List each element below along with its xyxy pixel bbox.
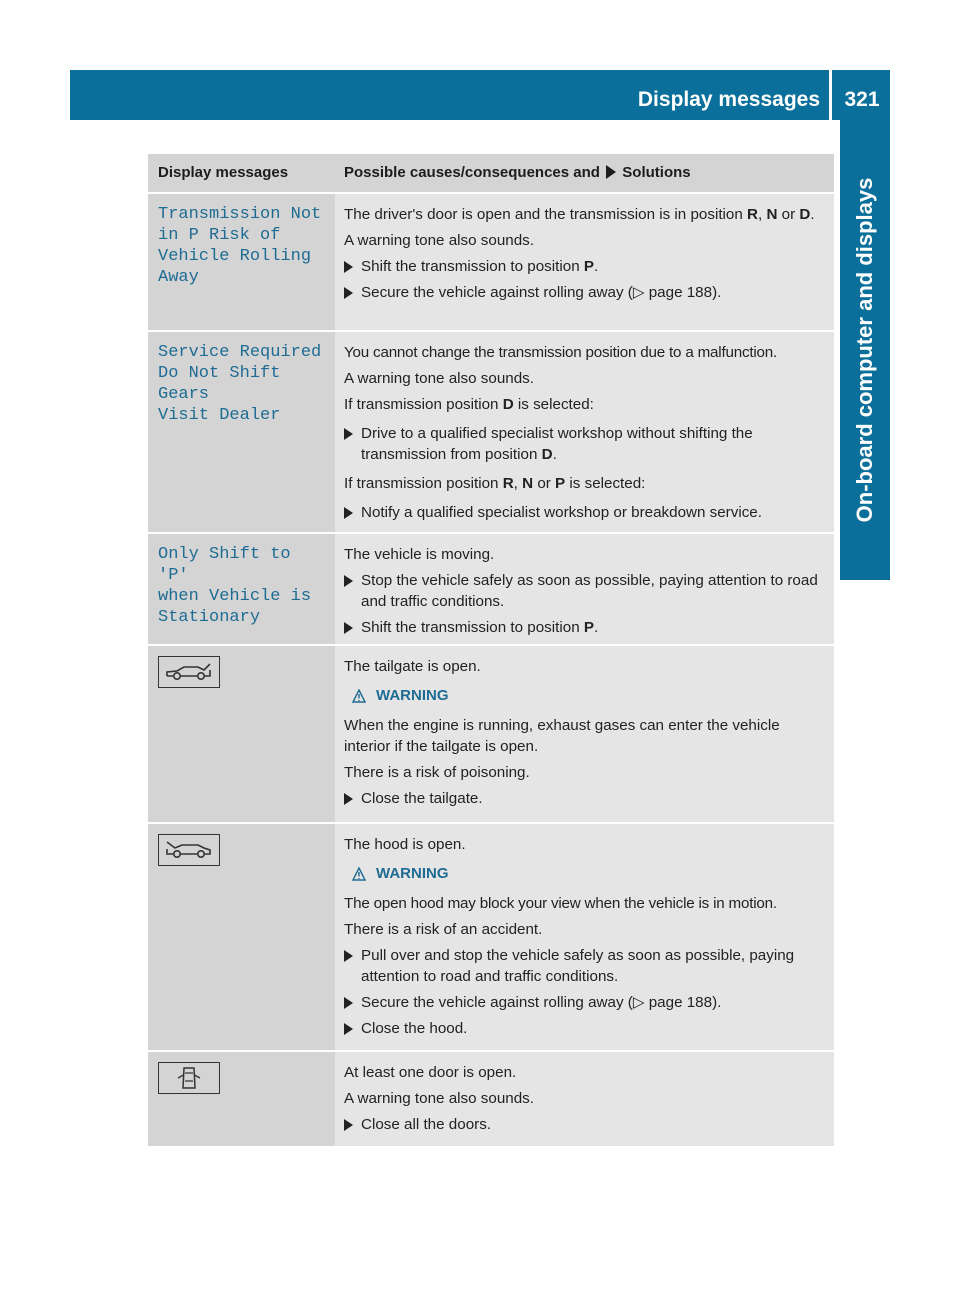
message-cell	[148, 194, 335, 330]
solution-step: Notify a qualified specialist workshop or breakdown service.	[344, 502, 828, 523]
solution-step: Secure the vehicle against rolling away (▷ page 188).	[344, 992, 828, 1013]
table-row	[148, 644, 834, 822]
solution-cell	[335, 534, 834, 644]
cause-text: You cannot change the transmission position due to a malfunction.	[344, 344, 778, 361]
table-header	[148, 154, 834, 192]
cause-text: If transmission position R, N or P is selected:	[344, 475, 646, 492]
message-cell	[148, 646, 335, 822]
solution-step: Close all the doors.	[344, 1114, 828, 1135]
table-row	[148, 192, 834, 330]
cause-text: If transmission position D is selected:	[344, 396, 594, 413]
tailgate-open-icon	[158, 656, 220, 688]
message-cell	[148, 534, 335, 644]
step-arrow-icon	[344, 287, 353, 299]
display-message: Service Required Do Not Shift Gears Visit Dealer	[158, 343, 322, 425]
solution-step: Pull over and stop the vehicle safely as soon as possible, paying attention to road and traffic conditions.	[344, 945, 828, 987]
column-header-solutions	[335, 154, 834, 192]
page-number: 321	[844, 88, 880, 111]
solution-step: Stop the vehicle safely as soon as possible, paying attention to road and traffic conditions.	[344, 570, 828, 612]
solution-step: Shift the transmission to position P.	[344, 256, 828, 277]
display-message: Only Shift to 'P' when Vehicle is Stationary	[158, 545, 312, 627]
warning-triangle-icon	[352, 689, 366, 703]
solution-arrow-icon	[606, 165, 616, 179]
step-arrow-icon	[344, 261, 353, 273]
warning-text: There is a risk of poisoning.	[344, 764, 530, 781]
cause-text: The tailgate is open.	[344, 658, 481, 675]
display-message: Transmission Not in P Risk of Vehicle Rolling Away	[158, 205, 322, 287]
page-title: Display messages	[637, 88, 820, 111]
solution-step: Drive to a qualified specialist workshop without shifting the transmission from position D.	[344, 423, 828, 465]
solution-step: Shift the transmission to position P.	[344, 617, 828, 638]
cause-text: A warning tone also sounds.	[344, 1090, 534, 1107]
step-arrow-icon	[344, 997, 353, 1009]
table-row	[148, 1050, 834, 1146]
warning-text: There is a risk of an accident.	[344, 921, 543, 938]
cause-text: The driver's door is open and the transmission is in position R, N or D.	[344, 206, 815, 223]
cause-text: A warning tone also sounds.	[344, 232, 534, 249]
message-cell	[148, 1052, 335, 1146]
step-arrow-icon	[344, 793, 353, 805]
solution-cell	[335, 332, 834, 532]
message-cell	[148, 332, 335, 532]
cause-text: At least one door is open.	[344, 1064, 517, 1081]
solution-step: Close the hood.	[344, 1018, 828, 1039]
warning-text: The open hood may block your view when the vehicle is in motion.	[344, 895, 777, 912]
step-arrow-icon	[344, 1119, 353, 1131]
solution-step: Secure the vehicle against rolling away (▷ page 188).	[344, 282, 828, 303]
step-arrow-icon	[344, 507, 353, 519]
step-arrow-icon	[344, 950, 353, 962]
step-arrow-icon	[344, 428, 353, 440]
step-arrow-icon	[344, 622, 353, 634]
cause-text: A warning tone also sounds.	[344, 370, 534, 387]
table-row	[148, 532, 834, 644]
step-arrow-icon	[344, 575, 353, 587]
tab-marker	[840, 533, 890, 580]
messages-table	[148, 154, 834, 1146]
cause-text: The hood is open.	[344, 836, 466, 853]
solution-cell	[335, 646, 834, 822]
warning-text: When the engine is running, exhaust gases can enter the vehicle interior if the tailgate is open.	[344, 717, 780, 755]
solution-cell	[335, 824, 834, 1050]
cause-text: The vehicle is moving.	[344, 546, 495, 563]
warning-triangle-icon	[352, 867, 366, 881]
warning-heading: WARNING	[344, 685, 828, 706]
solution-step: Close the tailgate.	[344, 788, 828, 809]
header-bar	[70, 70, 890, 120]
solution-cell	[335, 194, 834, 330]
message-cell	[148, 824, 335, 1050]
column-header-solutions-text: Solutions	[622, 164, 691, 181]
door-open-icon	[158, 1062, 220, 1094]
step-arrow-icon	[344, 1023, 353, 1035]
section-label: On-board computer and displays	[852, 177, 877, 523]
section-tab	[840, 120, 890, 580]
header-divider	[829, 70, 832, 120]
table-row	[148, 822, 834, 1050]
column-header-causes-text: Possible causes/consequences and	[344, 164, 600, 181]
hood-open-icon	[158, 834, 220, 866]
solution-cell	[335, 1052, 834, 1146]
table-row	[148, 330, 834, 532]
warning-heading: WARNING	[344, 863, 828, 884]
column-header-messages: Display messages	[158, 164, 289, 181]
